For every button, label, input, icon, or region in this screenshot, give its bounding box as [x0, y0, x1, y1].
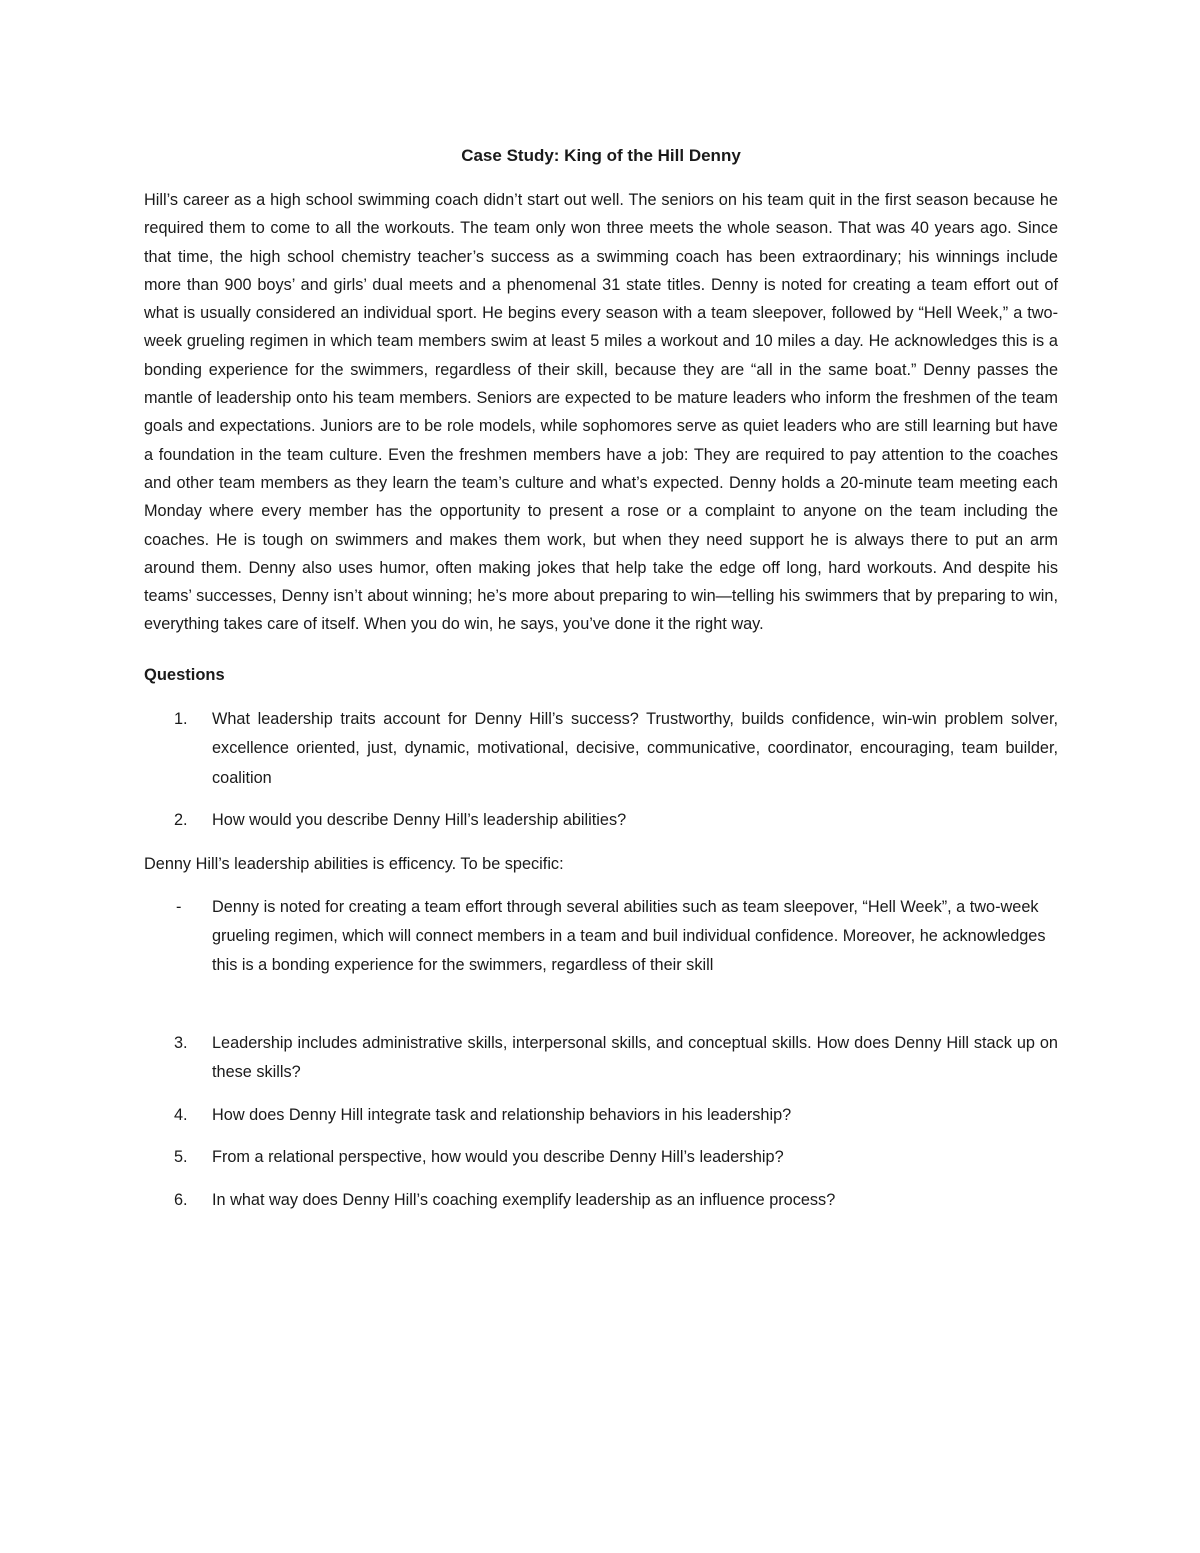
answer-bullet-text: Denny is noted for creating a team effort through several abilities such as team sleepover, “Hell Week”, a two-week grueling regimen, which will connect members in a team and buil individual confidence. Moreover, he acknowledges this is a bonding experience for the swimmers, regardless of their skill [212, 897, 1046, 974]
questions-list-a [144, 705, 1058, 836]
question-text: What leadership traits account for Denny Hill’s success? Trustworthy, builds confidence, win-win problem solver, excellence oriented, just, dynamic, motivational, decisive, communicative, coordinator, encouraging, team builder, coalition [212, 709, 1058, 787]
question-text: How does Denny Hill integrate task and relationship behaviors in his leadership? [212, 1105, 792, 1124]
question-number: 2. [174, 811, 188, 830]
question-number: 6. [174, 1190, 188, 1209]
document-title: Case Study: King of the Hill Denny [461, 146, 741, 165]
answer-intro: Denny Hill’s leadership abilities is efficency. To be specific: [144, 854, 564, 873]
bullet-dash: - [176, 897, 182, 916]
question-item [144, 1186, 1058, 1216]
question-text: How would you describe Denny Hill’s leadership abilities? [212, 811, 627, 830]
question-item [144, 705, 1058, 794]
question-item [144, 1143, 1058, 1173]
question-item [144, 1029, 1058, 1088]
question-number: 1. [174, 709, 188, 728]
question-text: From a relational perspective, how would you describe Denny Hill’s leadership? [212, 1148, 784, 1167]
question-text: In what way does Denny Hill’s coaching exemplify leadership as an influence process? [212, 1190, 836, 1209]
question-number: 5. [174, 1148, 188, 1167]
answer-bullet [144, 893, 1058, 980]
question-item [144, 1101, 1058, 1131]
document-page [144, 142, 1058, 1215]
question-text: Leadership includes administrative skills, interpersonal skills, and conceptual skills. How does Denny Hill stack up on these skills? [212, 1033, 1058, 1082]
questions-list-b [144, 1029, 1058, 1216]
question-number: 3. [174, 1033, 188, 1052]
questions-heading: Questions [144, 665, 225, 684]
question-number: 4. [174, 1105, 188, 1124]
case-study-body: Hill’s career as a high school swimming coach didn’t start out well. The seniors on his team quit in the first season because he required them to come to all the workouts. The team only won three meets the whole season. That was 40 years ago. Since that time, the high school chemistry teacher’s success as a swimming coach has been extraordinary; his winnings include more than 900 boys’ and girls’ dual meets and a phenomenal 31 state titles. Denny is noted for creating a team effort out of what is usually considered an individual sport. He begins every season with a team sleepover, followed by “Hell Week,” a two-week grueling regimen in which team members swim at least 5 miles a workout and 10 miles a day. He acknowledges this is a bonding experience for the swimmers, regardless of their skill, because they are “all in the same boat.” Denny passes the mantle of leadership onto his team members. Seniors are expected to be mature leaders who inform the freshmen of the team goals and expectations. Juniors are to be role models, while sophomores serve as quiet leaders who are still learning but have a foundation in the team culture. Even the freshmen members have a job: They are required to pay attention to the coaches and other team members as they learn the team’s culture and what’s expected. Denny holds a 20-minute team meeting each Monday where every member has the opportunity to present a rose or a complaint to anyone on the team including the coaches. He is tough on swimmers and makes them work, but when they need support he is always there to put an arm around them. Denny also uses humor, often making jokes that help take the edge off long, hard workouts. And despite his teams’ successes, Denny isn’t about winning; he’s more about preparing to win—telling his swimmers that by preparing to win, everything takes care of itself. When you do win, he says, you’ve done it the right way. [144, 191, 1058, 634]
question-item [144, 806, 1058, 836]
